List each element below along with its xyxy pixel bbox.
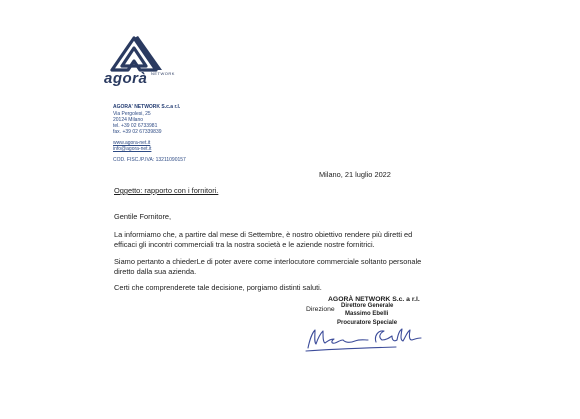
signature-company: AGORÀ NETWORK S.c. a r.l. xyxy=(328,296,420,303)
company-name: AGORA' NETWORK S.c.a r.l. xyxy=(113,104,181,110)
logo-subtext: NETWORK xyxy=(151,71,175,76)
stamp-signatory-name: Massimo Ebelli xyxy=(345,311,389,317)
company-website-link[interactable]: www.agora-net.it xyxy=(113,140,151,146)
company-fiscal-code: COD. FISC./P.IVA: 13211090157 xyxy=(113,157,186,163)
letter-subject: Oggetto: rapporto con i fornitori. xyxy=(114,186,219,195)
paragraph-line: efficaci gli incontri commerciali tra la nostra società e le aziende nostre fornitrici. xyxy=(114,239,375,249)
company-city: 20124 Milano xyxy=(113,117,144,123)
stamp-title-general-director: Direttore Generale xyxy=(341,303,394,309)
letter-paragraph-3: Certi che comprenderete tale decisione, porgiamo distinti saluti. xyxy=(114,283,322,292)
letter-paragraph-2 xyxy=(114,257,421,276)
paragraph-line: diretto dalla sua azienda. xyxy=(114,266,197,276)
company-street: Via Pergolesi, 25 xyxy=(113,111,151,117)
letter-date: Milano, 21 luglio 2022 xyxy=(319,170,391,179)
company-email-link[interactable]: info@agora-net.it xyxy=(113,146,152,152)
handwritten-signature-icon xyxy=(304,324,434,352)
stamp-title-special-attorney: Procuratore Speciale xyxy=(337,320,398,326)
logo-wordmark: agorà xyxy=(104,70,148,87)
paragraph-line: Siamo pertanto a chiederLe di poter avere come interlocutore commerciale soltanto personale xyxy=(114,257,422,266)
letter-salutation: Gentile Fornitore, xyxy=(114,212,172,221)
letter-paragraph-1 xyxy=(114,230,412,249)
signature-direzione: Direzione xyxy=(306,306,335,313)
company-phone: tel. +39 02 6733981 xyxy=(113,123,158,129)
company-fax: fax. +39 02 67339839 xyxy=(113,129,162,135)
paragraph-line: La informiamo che, a partire dal mese di Settembre, è nostro obiettivo rendere più diretti ed xyxy=(114,230,413,239)
